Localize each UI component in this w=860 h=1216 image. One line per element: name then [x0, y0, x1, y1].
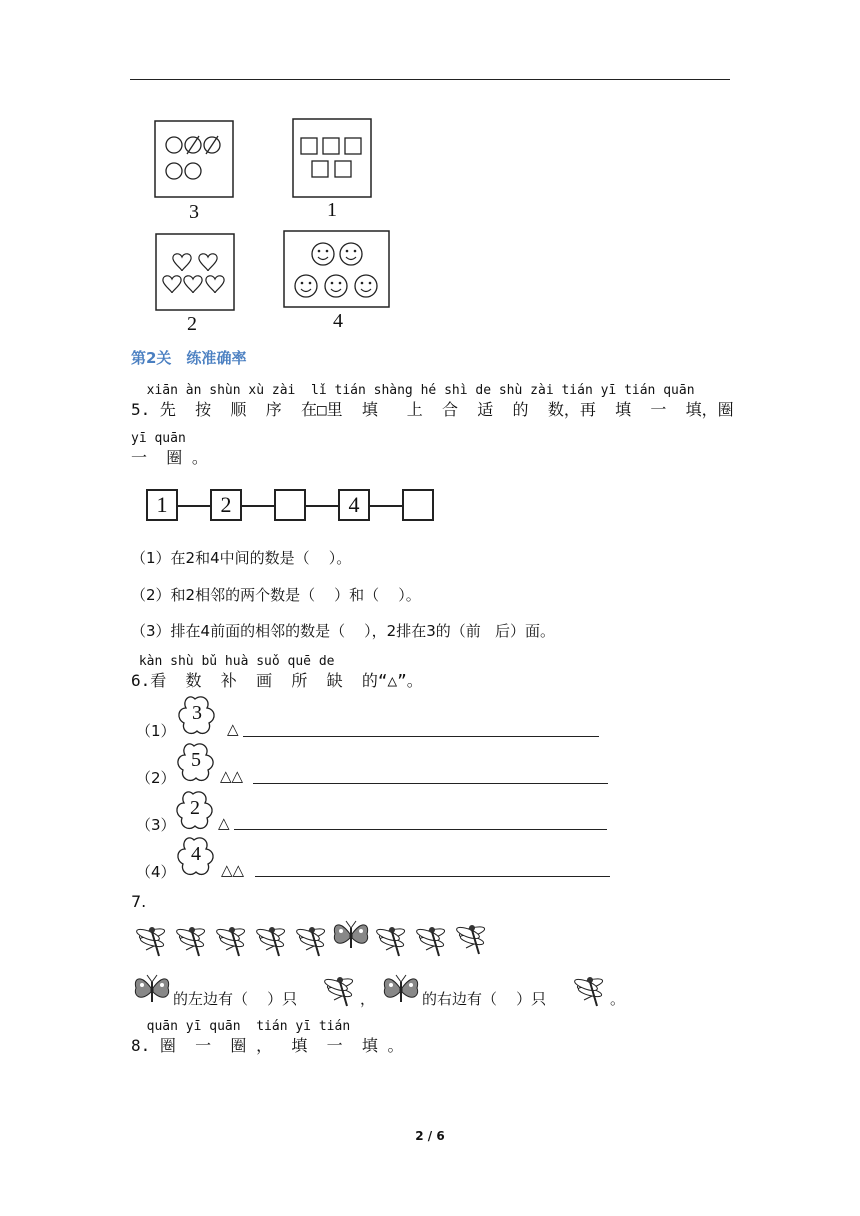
flower-number: 3: [192, 702, 202, 724]
butterfly-icon: [332, 918, 372, 958]
q6-row-label: （2）: [136, 769, 176, 787]
triangles-drawn: △△: [220, 767, 244, 785]
q7-label: 7.: [131, 892, 147, 911]
dragonfly-icon: [452, 918, 492, 958]
q7-end: 。: [610, 990, 626, 1008]
sequence-connector: [369, 505, 404, 507]
triangles-drawn: △: [218, 814, 230, 832]
page-number: 2 / 6: [415, 1129, 445, 1143]
triangles-drawn: △: [227, 720, 239, 738]
header-rule: [130, 79, 730, 80]
answer-line[interactable]: [243, 736, 599, 737]
sequence-connector: [304, 505, 341, 507]
dragonfly-icon: [292, 920, 332, 960]
q6-pinyin: kàn shù bǔ huà suǒ quē de: [131, 654, 335, 669]
sequence-connector: [178, 505, 213, 507]
dragonfly-icon: [212, 920, 252, 960]
q7-left-text: 的左边有（ ）只: [173, 990, 298, 1008]
sequence-box-2: 2: [210, 489, 242, 521]
hearts-figure: [155, 233, 235, 313]
smiles-number: 4: [333, 310, 343, 332]
q5-text-line1: 5. 先 按 顺 序 在□里 填 上 合 适 的 数，再 填 一 填，圈: [131, 400, 734, 419]
triangles-drawn: △△: [221, 861, 245, 879]
q6-row-label: （3）: [136, 816, 176, 834]
answer-line[interactable]: [234, 829, 607, 830]
sequence-box-1: 1: [146, 489, 178, 521]
butterfly-icon: [133, 972, 173, 1008]
hearts-number: 2: [187, 313, 197, 335]
q5-pinyin-line1: xiān àn shùn xù zài lǐ tián shàng hé shì de shù zài tián yī tián quān: [131, 383, 695, 398]
dragonfly-icon: [252, 920, 292, 960]
answer-line[interactable]: [253, 783, 608, 784]
smiles-figure: [283, 230, 391, 310]
butterfly-icon: [382, 972, 422, 1008]
q8-text: 8. 圈 一 圈 ， 填 一 填 。: [131, 1036, 404, 1055]
flower-number: 5: [191, 749, 201, 771]
insect-row: [132, 918, 492, 960]
q7-right-text: 的右边有（ ）只: [422, 990, 547, 1008]
sequence-box-3-blank[interactable]: [274, 489, 306, 521]
section-title: 第2关 练准确率: [131, 349, 247, 367]
squares-number: 1: [327, 199, 337, 221]
sequence-box-5-blank[interactable]: [402, 489, 434, 521]
dragonfly-icon: [132, 920, 172, 960]
q8-pinyin: quān yī quān tián yī tián: [131, 1019, 351, 1034]
q5-pinyin-line2: yī quān: [131, 431, 186, 446]
q6-text: 6.看 数 补 画 所 缺 的“△”。: [131, 671, 423, 690]
sequence-connector: [241, 505, 276, 507]
flower-number: 4: [191, 843, 201, 865]
flower-number: 2: [190, 797, 200, 819]
dragonfly-icon: [320, 970, 360, 1010]
dragonfly-icon: [372, 920, 412, 960]
q5-sub1: （1）在2和4中间的数是（ ）。: [131, 549, 352, 567]
q6-row-label: （1）: [136, 722, 176, 740]
q5-sub2: （2）和2相邻的两个数是（ ）和（ ）。: [131, 586, 421, 604]
q5-text-line2: 一 圈 。: [131, 448, 208, 467]
squares-figure: [292, 118, 372, 198]
dragonfly-icon: [570, 970, 610, 1010]
q5-sub3: （3）排在4前面的相邻的数是（ ），2排在3的（前 后）面。: [131, 622, 556, 640]
dragonfly-icon: [172, 920, 212, 960]
answer-line[interactable]: [255, 876, 610, 877]
sequence-box-4: 4: [338, 489, 370, 521]
circles-figure: [154, 120, 234, 200]
dragonfly-icon: [412, 920, 452, 960]
q7-comma: ，: [360, 990, 376, 1008]
circles-number: 3: [189, 201, 199, 223]
q6-row-label: （4）: [136, 863, 176, 881]
